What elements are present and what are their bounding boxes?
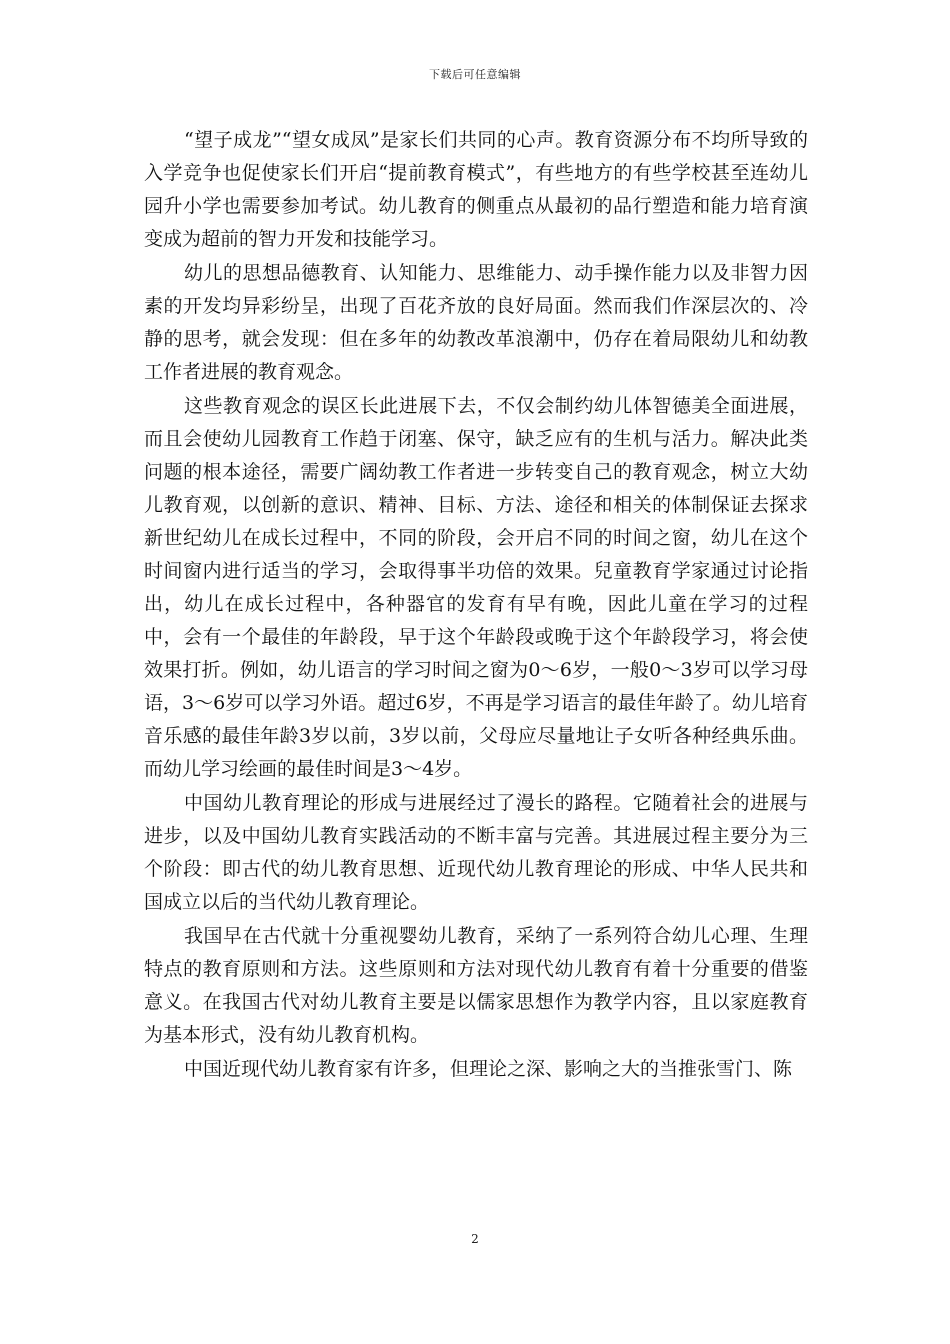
paragraph-2: 幼儿的思想品德教育、认知能力、思维能力、动手操作能力以及非智力因素的开发均异彩纷呈，出现了百花齐放的良好局面。然而我们作深层次的、冷静的思考，就会发现：但在多年的幼教改革浪潮中，仍存在着局限幼儿和幼教工作者进展的教育观念。 <box>144 262 808 383</box>
header-note: 下载后可任意编辑 <box>429 68 521 81</box>
page-number: 2 <box>471 1232 479 1246</box>
paragraph-5: 我国早在古代就十分重视婴幼儿教育，采纳了一系列符合幼儿心理、生理特点的教育原则和方法。这些原则和方法对现代幼儿教育有着十分重要的借鉴意义。在我国古代对幼儿教育主要是以儒家思想作为教学内容，且以家庭教育为基本形式，没有幼儿教育机构。 <box>144 925 808 1046</box>
document-body <box>144 124 808 1086</box>
paragraph-6: 中国近现代幼儿教育家有许多，但理论之深、影响之大的当推张雪门、陈 <box>184 1058 793 1080</box>
paragraph-3: 这些教育观念的误区长此进展下去，不仅会制约幼儿体智德美全面进展，而且会使幼儿园教育工作趋于闭塞、保守，缺乏应有的生机与活力。解决此类问题的根本途径，需要广阔幼教工作者进一步转变自己的教育观念，树立大幼儿教育观，以创新的意识、精神、目标、方法、途径和相关的体制保证去探求新世纪幼儿在成长过程中，不同的阶段，会开启不同的时间之窗，幼儿在这个时间窗内进行适当的学习，会取得事半功倍的效果。兒童教育学家通过讨论指出，幼儿在成长过程中，各种器官的发育有早有晚，因此儿童在学习的过程中，会有一个最佳的年龄段，早于这个年龄段或晚于这个年龄段学习，将会使效果打折。例如，幼儿语言的学习时间之窗为0～6岁，一般0～3岁可以学习母语，3～6岁可以学习外语。超过6岁，不再是学习语言的最佳年龄了。幼儿培育音乐感的最佳年龄3岁以前，3岁以前，父母应尽量地让子女听各种经典乐曲。而幼儿学习绘画的最佳时间是3～4岁。 <box>144 395 808 780</box>
paragraph-1: “望子成龙”“望女成凤”是家长们共同的心声。教育资源分布不均所导致的入学竞争也促使家长们开启“提前教育模式”，有些地方的有些学校甚至连幼儿园升小学也需要参加考试。幼儿教育的侧重点从最初的品行塑造和能力培育演变成为超前的智力开发和技能学习。 <box>144 129 808 250</box>
paragraph-4: 中国幼儿教育理论的形成与进展经过了漫长的路程。它随着社会的进展与进步，以及中国幼儿教育实践活动的不断丰富与完善。其进展过程主要分为三个阶段：即古代的幼儿教育思想、近现代幼儿教育理论的形成、中华人民共和国成立以后的当代幼儿教育理论。 <box>144 792 808 913</box>
